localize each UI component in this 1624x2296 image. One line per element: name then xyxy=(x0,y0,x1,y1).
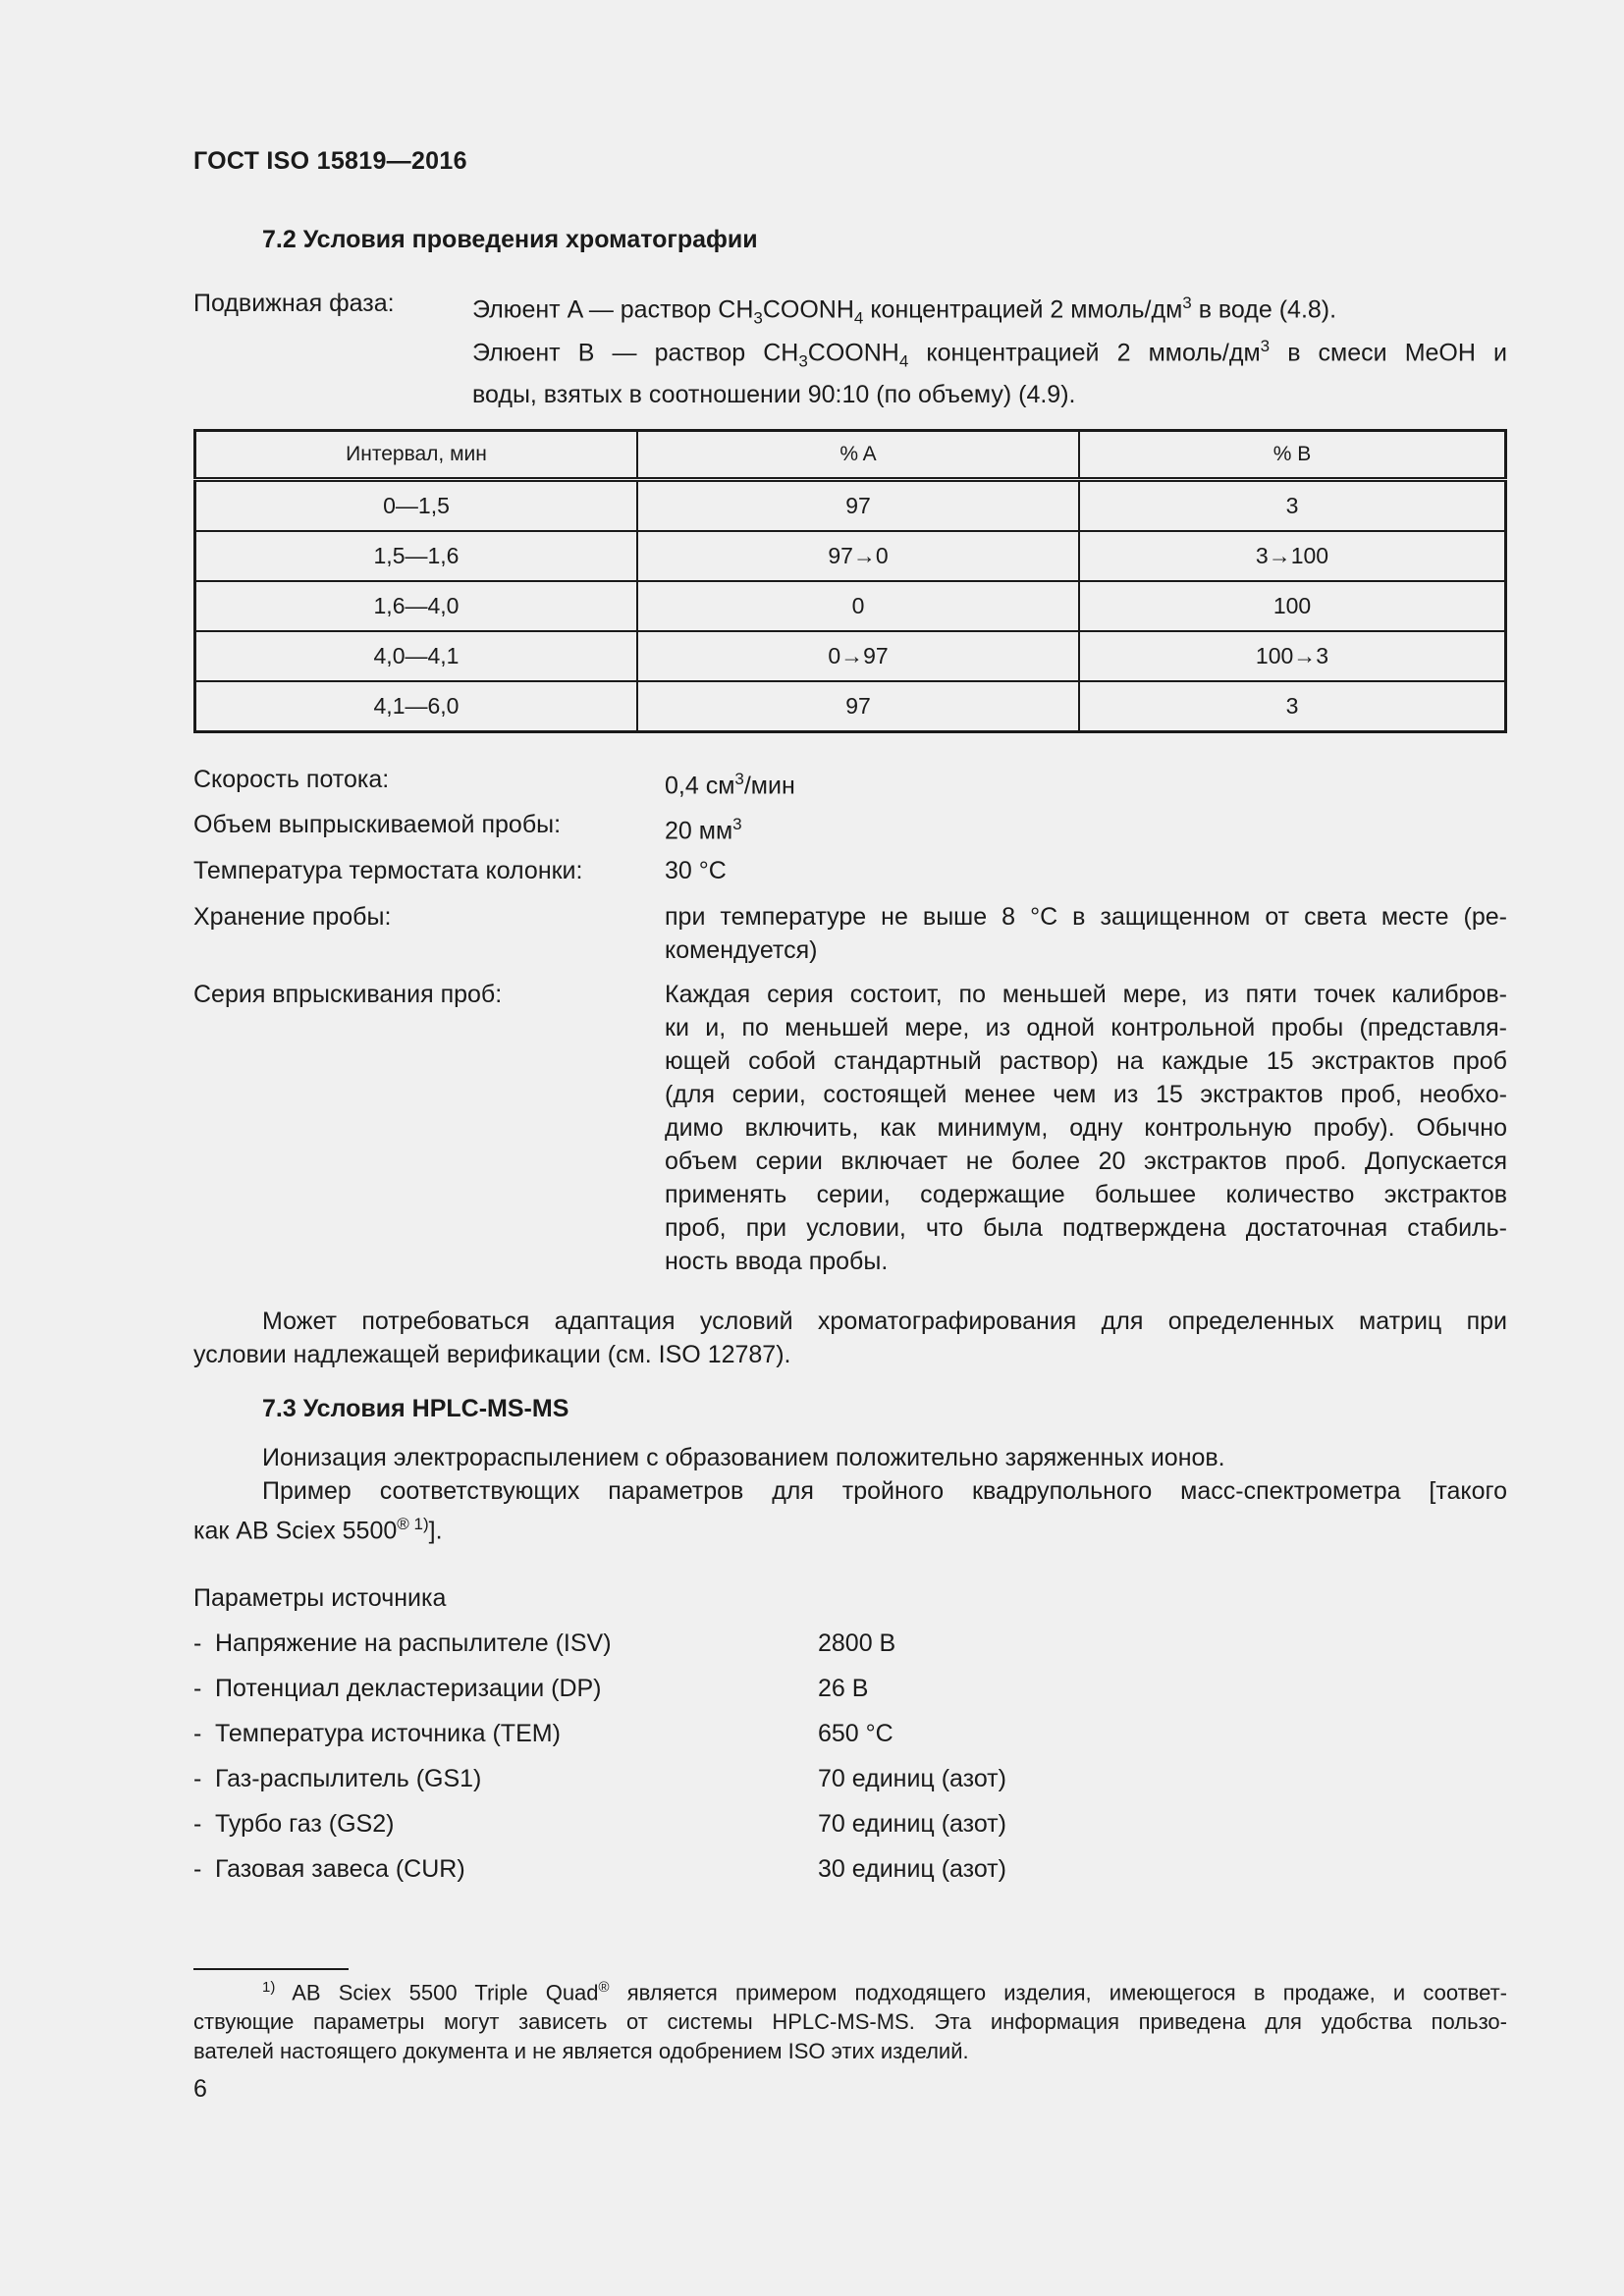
param-value: 26 В xyxy=(818,1675,869,1702)
adaptation-paragraph: Может потребоваться адаптация условий хроматографирования для определенных матриц при условии надлежащей верификации (см. ISO 12787). xyxy=(193,1308,1507,1368)
param-value: 2800 В xyxy=(818,1629,896,1657)
flow-rate-value: 0,4 $см^3$/мин xyxy=(665,770,795,800)
table-row xyxy=(195,480,1506,532)
page-number: 6 xyxy=(193,2075,207,2103)
source-param-row xyxy=(193,1765,1507,1798)
source-param-row xyxy=(193,1720,1507,1753)
param-name: Газ-распылитель (GS1) xyxy=(215,1765,482,1792)
table-cell: 3 xyxy=(1079,681,1506,732)
table-cell: 100→3 xyxy=(1079,631,1506,681)
table-cell: 4,0—4,1 xyxy=(195,631,638,681)
list-dash: - xyxy=(193,1675,202,1702)
param-value: 70 единиц (азот) xyxy=(818,1765,1006,1792)
param-name: Напряжение на распылителе (ISV) xyxy=(215,1629,612,1657)
footnote-marker: 1) xyxy=(262,1979,276,1996)
mobile-phase-label: Подвижная фаза: xyxy=(193,290,395,317)
table-row xyxy=(195,531,1506,581)
table-cell: 1,5—1,6 xyxy=(195,531,638,581)
source-param-row xyxy=(193,1855,1507,1889)
injection-series-value: Каждая серия состоит, по меньшей мере, из пяти точек калибров- ки и, по меньшей мере, из одной контрольной пробы (представля- ющей собой стандартный раствор) на каждые 15 экстрактов проб (для серии, состоящей менее чем из 15 экстрактов проб, необхо- димо включить, как минимум, одну контрольную пробу). Обычно объем серии включает не более 20 экстрактов проб. Допускается применять серии, содержащие большее количество экстрактов проб, при условии, что была подтверждена достаточная стабиль- ность ввода пробы. xyxy=(665,981,1507,1275)
param-name: Температура источника (TEM) xyxy=(215,1720,561,1747)
column-temp-label: Температура термостата колонки: xyxy=(193,857,583,884)
source-param-row xyxy=(193,1675,1507,1708)
list-dash: - xyxy=(193,1855,202,1883)
table-header-cell: Интервал, мин xyxy=(195,431,638,480)
table-row xyxy=(195,681,1506,732)
sample-storage-label: Хранение пробы: xyxy=(193,903,392,931)
injection-series-label: Серия впрыскивания проб: xyxy=(193,981,503,1008)
list-dash: - xyxy=(193,1765,202,1792)
injection-volume-label: Объем выпрыскиваемой пробы: xyxy=(193,811,562,838)
param-value: 70 единиц (азот) xyxy=(818,1810,1006,1838)
table-cell: 3→100 xyxy=(1079,531,1506,581)
gradient-table xyxy=(193,429,1507,733)
table-cell: 0→97 xyxy=(637,631,1079,681)
table-cell: 97 xyxy=(637,480,1079,532)
eluent-b-line: Элюент B — раствор $CH_3COONH_4$ концентрацией 2 ммоль/$дм^3$ в смеси MeOH и воды, взятых в соотношении 90:10 (по объему) (4.9). xyxy=(472,337,1507,409)
footnote-divider xyxy=(193,1968,349,1970)
list-dash: - xyxy=(193,1810,202,1838)
document-header: ГОСТ ISO 15819—2016 xyxy=(193,147,467,175)
column-temp-value: 30 °C xyxy=(665,857,727,884)
table-row xyxy=(195,581,1506,631)
param-value: 30 единиц (азот) xyxy=(818,1855,1006,1883)
table-cell: 97→0 xyxy=(637,531,1079,581)
table-header-row xyxy=(195,431,1506,480)
eluent-a-line: Элюент A — раствор $CH_3COONH_4$ концентрацией 2 ммоль/$дм^3$ в воде (4.8). xyxy=(472,294,1337,328)
table-cell: 3 xyxy=(1079,480,1506,532)
table-row xyxy=(195,631,1506,681)
section-7-3-title: 7.3 Условия HPLC-MS-MS xyxy=(262,1395,569,1422)
table-cell: 97 xyxy=(637,681,1079,732)
footnote: $^{1)}$ AB Sciex 5500 Triple Quad® является примером подходящего изделия, имеющегося в продаже, и соответ- ствующие параметры могут зависеть от системы HPLC-MS-MS. Эта информация приведена для удобства пользо- вателей настоящего документа и не является одобрением ISO этих изделий. xyxy=(193,1979,1507,2064)
table-cell: 1,6—4,0 xyxy=(195,581,638,631)
source-param-row xyxy=(193,1629,1507,1663)
section-7-3-paragraph: Ионизация электрораспылением с образованием положительно заряженных ионов. Пример соответствующих параметров для тройного квадрупольного масс-спектрометра [такого как AB Sciex $5500^{® 1)}$]. xyxy=(193,1444,1507,1545)
sample-storage-value: при температуре не выше 8 °C в защищенном от света месте (ре- комендуется) xyxy=(665,903,1507,964)
list-dash: - xyxy=(193,1629,202,1657)
param-value: 650 °C xyxy=(818,1720,893,1747)
table-header-cell: % A xyxy=(637,431,1079,480)
param-name: Потенциал декластеризации (DP) xyxy=(215,1675,602,1702)
param-name: Турбо газ (GS2) xyxy=(215,1810,395,1838)
table-cell: 100 xyxy=(1079,581,1506,631)
param-name: Газовая завеса (CUR) xyxy=(215,1855,465,1883)
source-param-row xyxy=(193,1810,1507,1843)
table-header-cell: % B xyxy=(1079,431,1506,480)
table-cell: 0—1,5 xyxy=(195,480,638,532)
section-7-2-title: 7.2 Условия проведения хроматографии xyxy=(262,226,758,253)
flow-rate-label: Скорость потока: xyxy=(193,766,390,793)
table-cell: 4,1—6,0 xyxy=(195,681,638,732)
injection-volume-value: 20 $мм^3$ xyxy=(665,815,742,845)
list-dash: - xyxy=(193,1720,202,1747)
table-cell: 0 xyxy=(637,581,1079,631)
source-parameters-title: Параметры источника xyxy=(193,1584,447,1612)
